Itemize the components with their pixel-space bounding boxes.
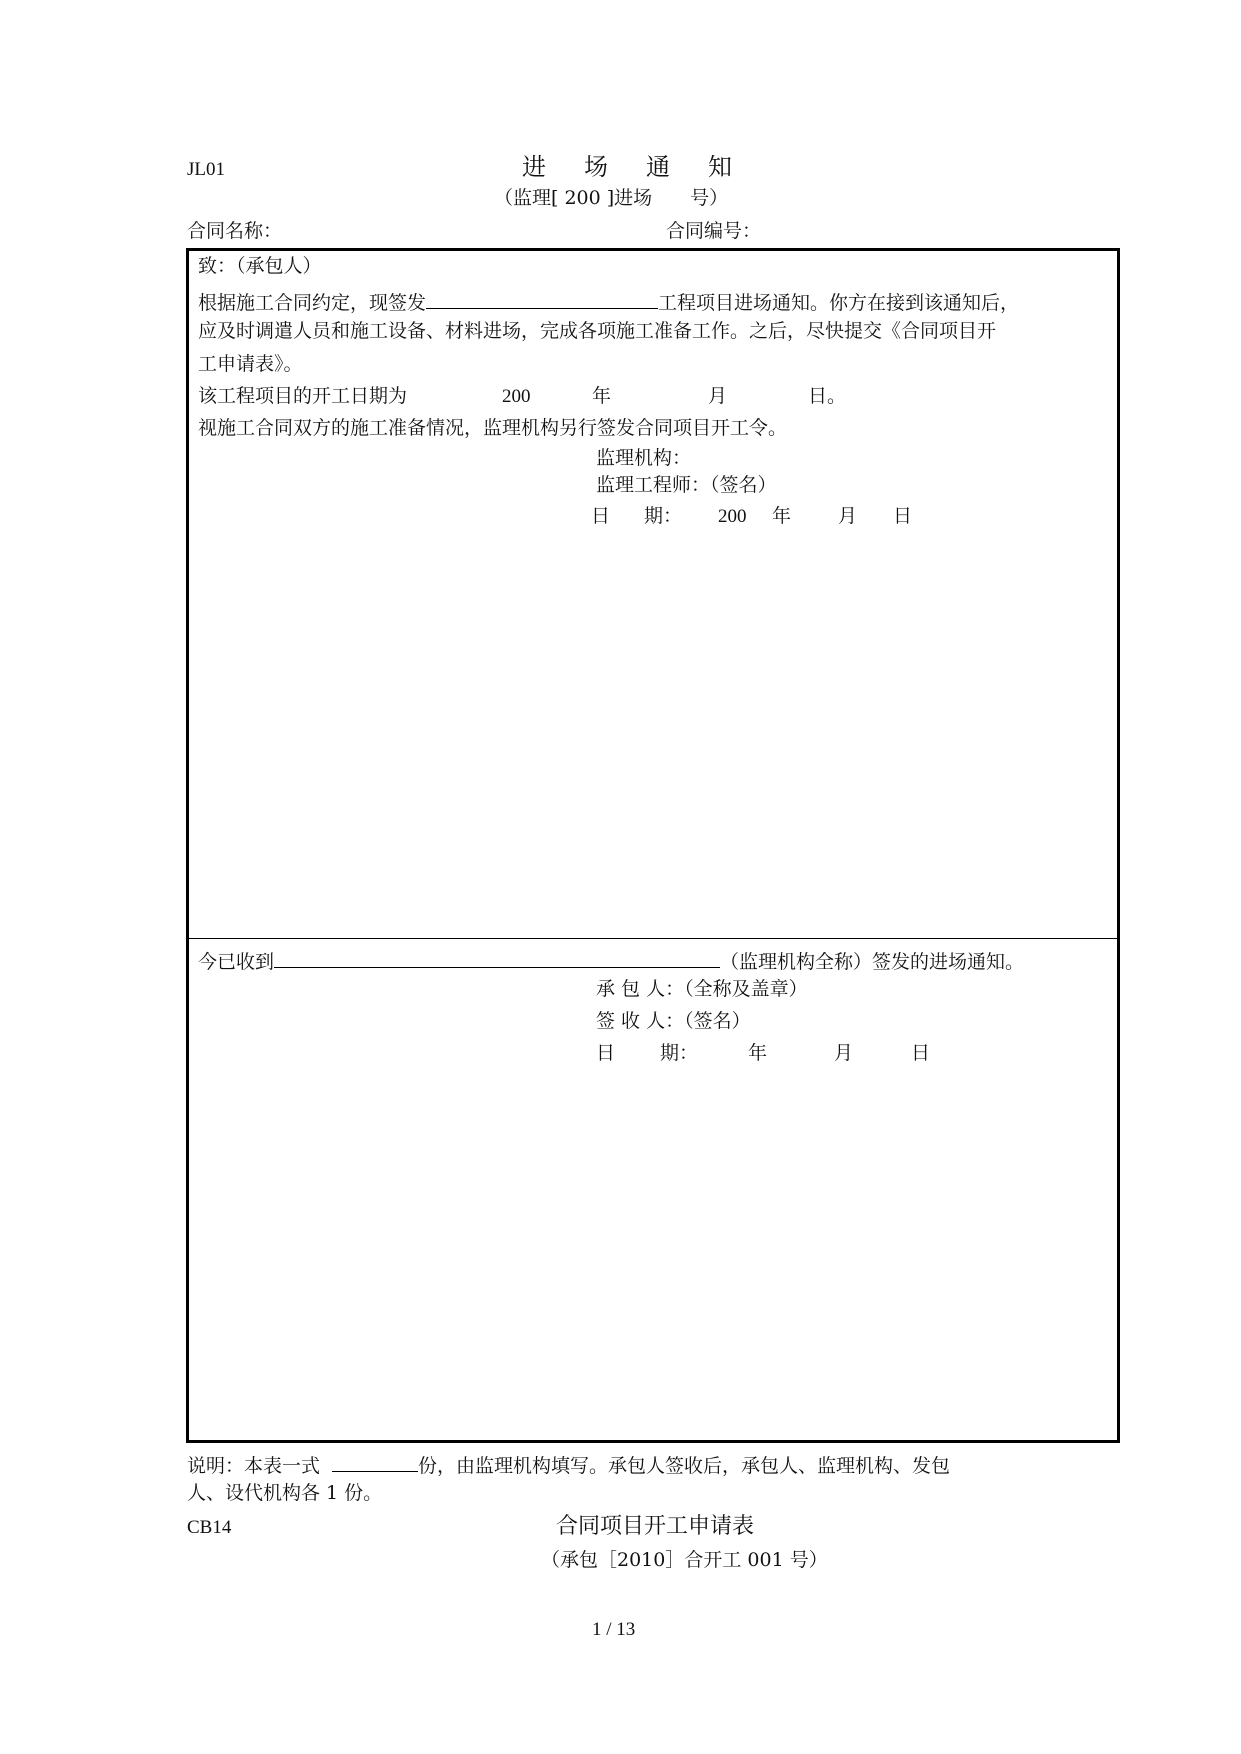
section-divider <box>186 938 1120 939</box>
receipt-year-label: 年 <box>748 1042 768 1064</box>
document-number: （监理[ 200 ]进场 号） <box>494 187 729 209</box>
addressee: 致：（承包人） <box>198 255 322 277</box>
supervisor-name-blank[interactable] <box>274 948 720 968</box>
copies-blank[interactable] <box>332 1452 418 1472</box>
page-title <box>522 155 732 179</box>
start-year-label: 年 <box>592 385 612 407</box>
contractor-label: 承 包 人：（全称及盖章） <box>596 978 808 1000</box>
notice-line-2: 应及时调遣人员和施工设备、材料进场，完成各项施工准备工作。之后，尽快提交《合同项目开 <box>198 320 997 342</box>
title-char: 进 <box>522 153 546 181</box>
supervisor-engineer-label: 监理工程师：（签名） <box>596 474 777 496</box>
receipt-date-label-2: 期： <box>660 1042 699 1064</box>
signee-label: 签 收 人：（签名） <box>596 1010 751 1032</box>
note-line-1-suffix: 份，由监理机构填写。承包人签收后，承包人、监理机构、发包 <box>418 1455 951 1477</box>
received-prefix: 今已收到 <box>198 951 275 973</box>
start-month-label: 月 <box>708 385 728 407</box>
project-name-blank[interactable] <box>426 289 658 309</box>
next-form-number: （承包［2010］合开工 001 号） <box>541 1549 828 1571</box>
receipt-day-label: 日 <box>911 1042 931 1064</box>
issue-year-label: 年 <box>772 505 792 527</box>
issue-day-label: 日 <box>893 505 913 527</box>
page-number: 1 / 13 <box>592 1619 636 1640</box>
issue-date-label-1: 日 <box>591 505 611 527</box>
received-suffix: （监理机构全称）签发的进场通知。 <box>720 951 1025 973</box>
start-date-label: 该工程项目的开工日期为 <box>198 385 408 407</box>
notice-line-3: 工申请表》。 <box>198 353 303 375</box>
note-line-1-prefix: 说明：本表一式 <box>187 1455 321 1477</box>
next-form-code: CB14 <box>187 1517 232 1538</box>
note-line-1 <box>187 1452 950 1476</box>
title-char: 知 <box>708 153 732 181</box>
notice-line-5: 视施工合同双方的施工准备情况，监理机构另行签发合同项目开工令。 <box>198 417 788 439</box>
start-year-prefix: 200 <box>502 386 531 407</box>
notice-line-1 <box>198 289 1019 313</box>
notice-line-1-prefix: 根据施工合同约定，现签发 <box>198 292 427 314</box>
received-line <box>198 948 1024 972</box>
title-char: 场 <box>584 153 608 181</box>
receipt-date-label-1: 日 <box>596 1042 616 1064</box>
issue-date-label-2: 期： <box>644 505 683 527</box>
contract-name-label: 合同名称： <box>187 220 283 242</box>
supervisor-org-label: 监理机构： <box>596 447 692 469</box>
start-day-label: 日。 <box>808 385 847 407</box>
issue-year-prefix: 200 <box>718 506 747 527</box>
issue-month-label: 月 <box>838 505 858 527</box>
receipt-month-label: 月 <box>834 1042 854 1064</box>
note-line-2: 人、设代机构各 1 份。 <box>187 1482 383 1504</box>
title-char: 通 <box>646 153 670 181</box>
form-code: JL01 <box>187 159 225 180</box>
notice-line-1-suffix: 工程项目进场通知。你方在接到该通知后， <box>658 292 1020 314</box>
next-form-title: 合同项目开工申请表 <box>556 1514 755 1539</box>
contract-number-label: 合同编号： <box>666 220 762 242</box>
